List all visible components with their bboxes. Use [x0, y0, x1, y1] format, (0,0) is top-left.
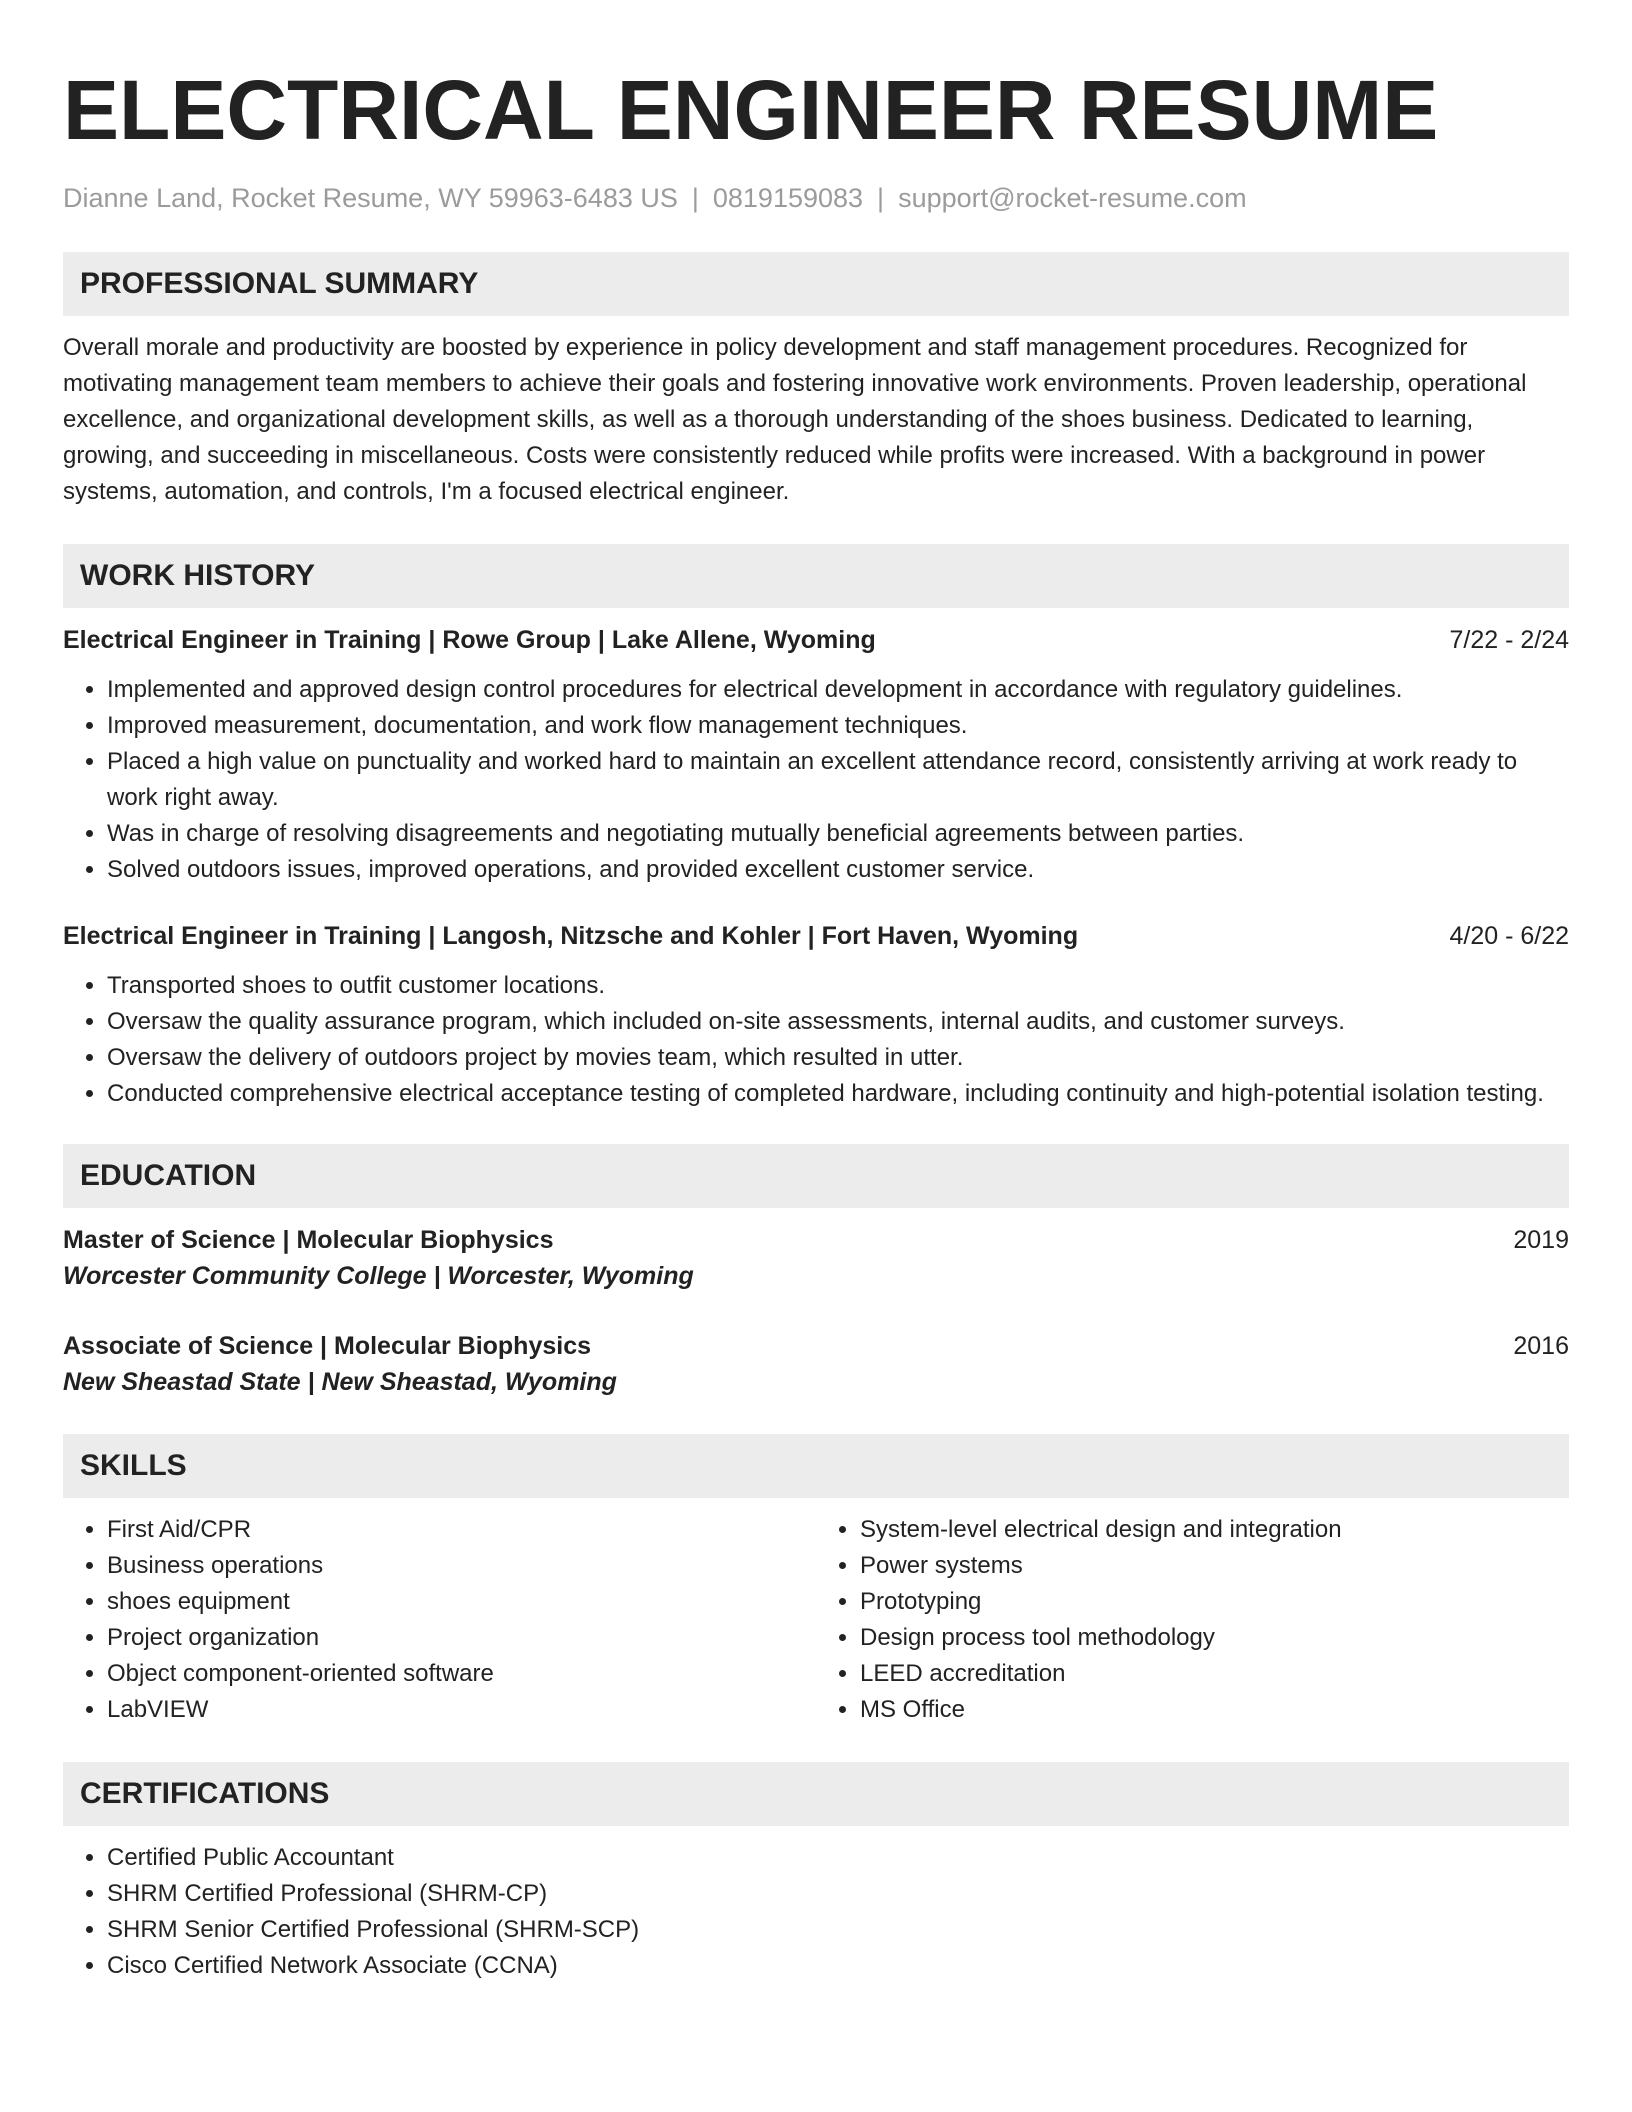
- skills-columns: [63, 1498, 1569, 1728]
- contact-address: Dianne Land, Rocket Resume, WY 59963-6483 US: [63, 183, 678, 213]
- job-header: [63, 918, 1569, 954]
- certification-item: • Cisco Certified Network Associate (CCNA): [107, 1948, 1569, 1984]
- work-history-heading: WORK HISTORY: [63, 544, 1569, 608]
- job-entry: [63, 622, 1569, 888]
- contact-email: support@rocket-resume.com: [898, 183, 1247, 213]
- job-entry: [63, 918, 1569, 1112]
- job-bullets: [63, 672, 1569, 888]
- skill-item: • Object component-oriented software: [107, 1656, 816, 1692]
- certification-item: • SHRM Senior Certified Professional (SHRM-SCP): [107, 1912, 1569, 1948]
- skill-item: • Business operations: [107, 1548, 816, 1584]
- skill-item: • MS Office: [860, 1692, 1569, 1728]
- job-title: Electrical Engineer in Training | Langosh, Nitzsche and Kohler | Fort Haven, Wyoming: [63, 922, 1079, 950]
- contact-phone: 0819159083: [712, 183, 864, 213]
- job-bullet: • Was in charge of resolving disagreements and negotiating mutually beneficial agreements between parties.: [107, 816, 1569, 852]
- education-school: New Sheastad State | New Sheastad, Wyoming: [63, 1368, 617, 1396]
- job-bullet: • Implemented and approved design control procedures for electrical development in accordance with regulatory guidelines.: [107, 672, 1569, 708]
- resume-title: ELECTRICAL ENGINEER RESUME: [63, 63, 1439, 157]
- contact-separator: |: [691, 183, 699, 213]
- education-year: 2016: [1513, 1332, 1569, 1360]
- skill-item: • shoes equipment: [107, 1584, 816, 1620]
- skills-list-right: [816, 1512, 1569, 1728]
- certification-item: • SHRM Certified Professional (SHRM-CP): [107, 1876, 1569, 1912]
- summary-section: [63, 252, 1569, 510]
- skills-section: [63, 1434, 1569, 1728]
- job-bullet: • Solved outdoors issues, improved operations, and provided excellent customer service.: [107, 852, 1569, 888]
- job-bullets: [63, 968, 1569, 1112]
- contact-line: [63, 180, 1569, 216]
- education-header: [63, 1222, 1569, 1258]
- job-bullet: • Placed a high value on punctuality and worked hard to maintain an excellent attendance record, consistently arriving at work ready to work right away.: [107, 744, 1569, 816]
- summary-heading: PROFESSIONAL SUMMARY: [63, 252, 1569, 316]
- certifications-heading: CERTIFICATIONS: [63, 1762, 1569, 1826]
- skills-heading: SKILLS: [63, 1434, 1569, 1498]
- job-title: Electrical Engineer in Training | Rowe Group | Lake Allene, Wyoming: [63, 626, 876, 654]
- education-school: Worcester Community College | Worcester, Wyoming: [63, 1262, 694, 1290]
- skill-item: • First Aid/CPR: [107, 1512, 816, 1548]
- job-bullet: • Conducted comprehensive electrical acceptance testing of completed hardware, including continuity and high-potential isolation testing.: [107, 1076, 1569, 1112]
- education-entry: [63, 1328, 1569, 1400]
- skill-item: • Project organization: [107, 1620, 816, 1656]
- skills-list-left: [63, 1512, 816, 1728]
- job-bullet: • Oversaw the quality assurance program, which included on-site assessments, internal audits, and customer surveys.: [107, 1004, 1569, 1040]
- education-year: 2019: [1513, 1226, 1569, 1254]
- skill-item: • System-level electrical design and integration: [860, 1512, 1569, 1548]
- job-bullet: • Improved measurement, documentation, and work flow management techniques.: [107, 708, 1569, 744]
- education-header: [63, 1328, 1569, 1364]
- skill-item: • Design process tool methodology: [860, 1620, 1569, 1656]
- skill-item: • Prototyping: [860, 1584, 1569, 1620]
- certifications-section: [63, 1762, 1569, 1984]
- skill-item: • LEED accreditation: [860, 1656, 1569, 1692]
- job-dates: 7/22 - 2/24: [1449, 626, 1569, 654]
- certification-item: • Certified Public Accountant: [107, 1840, 1569, 1876]
- contact-separator: |: [877, 183, 885, 213]
- job-bullet: • Oversaw the delivery of outdoors project by movies team, which resulted in utter.: [107, 1040, 1569, 1076]
- education-entry: [63, 1222, 1569, 1294]
- summary-text: Overall morale and productivity are boosted by experience in policy development and staff management procedures. Recognized for motivating management team members to achieve their goals and fostering innovative work environments. Proven leadership, operational excellence, and organizational development skills, as well as a thorough understanding of the shoes business. Dedicated to learning, growing, and succeeding in miscellaneous. Costs were consistently reduced while profits were increased. With a background in power systems, automation, and controls, I'm a focused electrical engineer.: [63, 334, 1527, 505]
- skill-item: • LabVIEW: [107, 1692, 816, 1728]
- certifications-list: [63, 1840, 1569, 1984]
- education-section: [63, 1144, 1569, 1400]
- job-bullet: • Transported shoes to outfit customer locations.: [107, 968, 1569, 1004]
- work-history-section: [63, 544, 1569, 1112]
- job-header: [63, 622, 1569, 658]
- education-degree: Associate of Science | Molecular Biophysics: [63, 1332, 592, 1360]
- education-degree: Master of Science | Molecular Biophysics: [63, 1226, 554, 1254]
- education-heading: EDUCATION: [63, 1144, 1569, 1208]
- skill-item: • Power systems: [860, 1548, 1569, 1584]
- job-dates: 4/20 - 6/22: [1449, 922, 1569, 950]
